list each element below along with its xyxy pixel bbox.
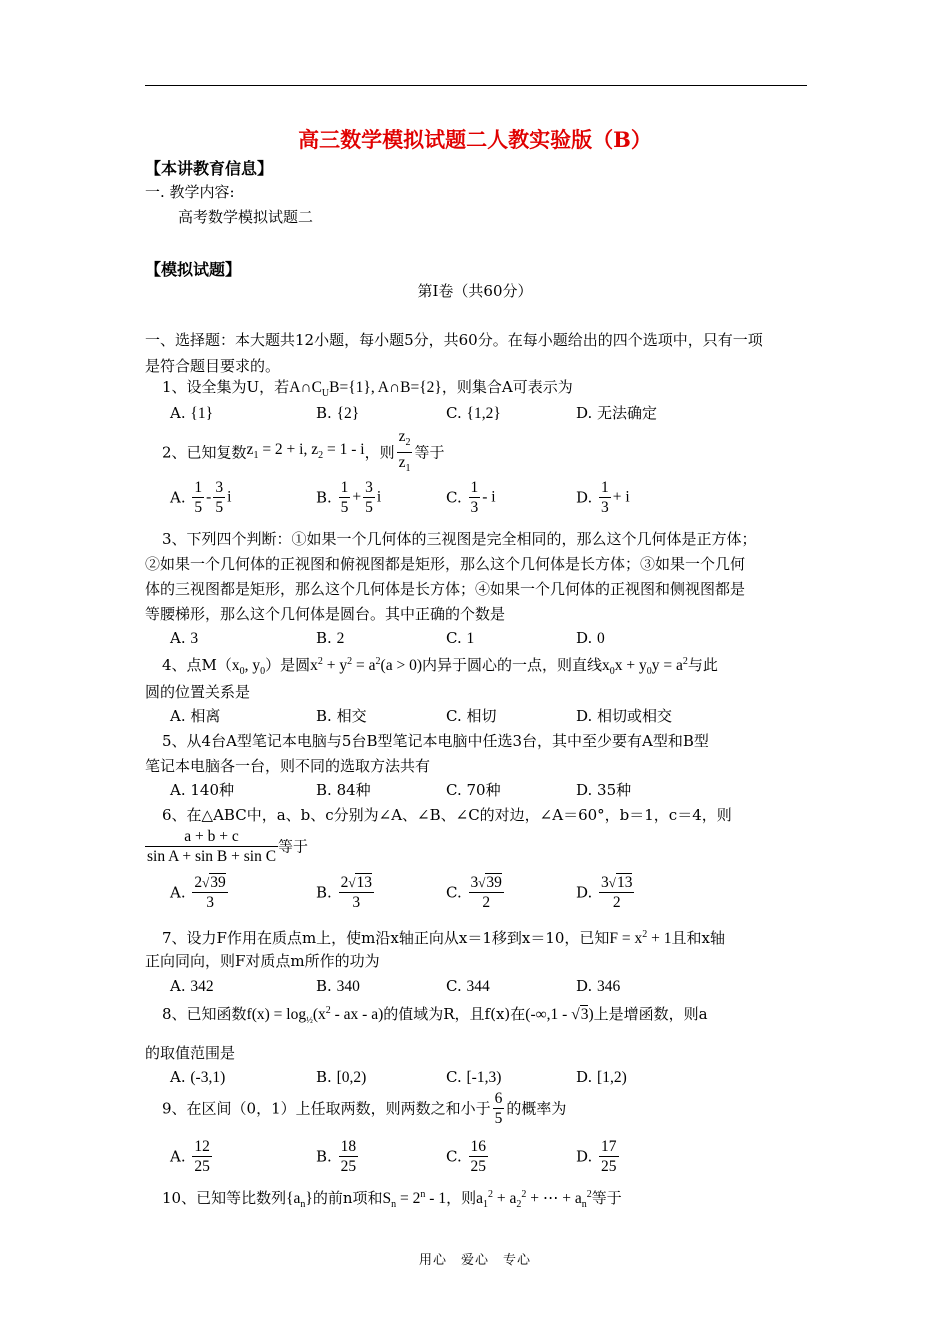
q3-option-b: B. 2 bbox=[316, 629, 345, 647]
volume-heading: 第Ⅰ卷（共60分） bbox=[417, 282, 533, 300]
instructions-line-1: 一、选择题：本大题共12小题，每小题5分，共60分。在每小题给出的四个选项中，只有一项 bbox=[145, 331, 763, 349]
q7-option-c: C. 344 bbox=[446, 977, 490, 995]
z2-over-z1-fraction: $\frac{z_2}{z_1}$ bbox=[398, 428, 411, 475]
q8-option-d: D. [1,2) bbox=[576, 1068, 627, 1086]
question-6-line-1: 6、在△ABC中，a、b、c分别为∠A、∠B、∠C的对边，∠A＝60°，b＝1，c＝4，则 bbox=[162, 806, 732, 824]
q7-option-b: B. 340 bbox=[316, 977, 360, 995]
q4-option-b: B. 相交 bbox=[316, 707, 367, 725]
question-1-formula: $A\cap C_UB=\{1\}$, A∩B={2} bbox=[289, 379, 442, 400]
question-1: 1、设全集为U，若$A\cap C_UB=\{1\}$, A∩B={2}，则集合A可表示为 bbox=[162, 378, 573, 400]
q7-option-a: A. 342 bbox=[170, 977, 214, 995]
q8-option-b: B. [0,2) bbox=[316, 1068, 367, 1086]
six-fifths-fraction: $\frac{6}{5}$ bbox=[494, 1090, 503, 1127]
sum-over-sines-fraction: $\frac{a + b + c}{\text{sin A + sin B + sin C}}$ bbox=[147, 828, 277, 865]
page-footer: 用心 爱心 专心 bbox=[418, 1253, 531, 1268]
section-label: 一. 教学内容: bbox=[145, 183, 235, 201]
q7-option-d: D. 346 bbox=[576, 977, 621, 995]
q9-option-a: A. $\frac{12}{25}$ bbox=[170, 1138, 210, 1175]
q6-option-d: D. $\frac{3√13}{2}$ bbox=[576, 874, 633, 911]
q5-option-d: D. 35种 bbox=[576, 781, 632, 799]
instructions-line-2: 是符合题目要求的。 bbox=[145, 357, 281, 375]
q3-option-d: D. 0 bbox=[576, 629, 605, 647]
q5-option-b: B. 84种 bbox=[316, 781, 371, 799]
question-7: 7、设力F作用在质点m上，使m沿x轴正向从x＝1移到x＝10，已知$F = x^2 + 1$且和x轴 bbox=[162, 929, 726, 948]
question-4-line-2: 圆的位置关系是 bbox=[145, 683, 251, 701]
page-title: 高三数学模拟试题二人教实验版（B） bbox=[298, 127, 652, 152]
q8-option-a: A. (-3,1) bbox=[170, 1068, 226, 1086]
q2-option-b: B. $\frac{1}{5}$ + $\frac{3}{5}$ i bbox=[316, 479, 382, 516]
q9-option-d: D. $\frac{17}{25}$ bbox=[576, 1138, 617, 1175]
q3-option-c: C. 1 bbox=[446, 629, 475, 647]
q1-option-b: B. {2} bbox=[316, 404, 360, 422]
question-3-line-4: 等腰梯形，那么这个几何体是圆台。其中正确的个数是 bbox=[145, 605, 506, 623]
q6-option-c: C. $\frac{3√39}{2}$ bbox=[446, 874, 502, 911]
q3-option-a: A. 3 bbox=[170, 629, 199, 647]
question-3-line-1: 3、下列四个判断：①如果一个几何体的三视图是完全相同的，那么这个几何体是正方体； bbox=[162, 530, 757, 548]
q5-option-c: C. 70种 bbox=[446, 781, 501, 799]
q4-option-a: A. 相离 bbox=[170, 707, 221, 725]
info-header: 【本讲教育信息】 bbox=[145, 159, 274, 178]
question-3-line-3: 体的三视图都是矩形，那么这个几何体是长方体；④如果一个几何体的正视图和侧视图都是 bbox=[145, 580, 746, 598]
question-6-fraction-line: $\frac{a + b + c}{\text{sin A + sin B + sin C}}$ 等于 bbox=[147, 828, 309, 865]
q1-option-d: D. 无法确定 bbox=[576, 404, 658, 422]
q4-option-c: C. 相切 bbox=[446, 707, 497, 725]
q2-option-d: D. $\frac{1}{3}$ + i bbox=[576, 479, 630, 516]
question-3-line-2: ②如果一个几何体的正视图和俯视图都是矩形，那么这个几何体是长方体；③如果一个几何 bbox=[145, 555, 746, 573]
question-5-line-2: 笔记本电脑各一台，则不同的选取方法共有 bbox=[145, 757, 431, 775]
q6-option-a: A. $\frac{2√39}{3}$ bbox=[170, 874, 226, 911]
question-9: 9、在区间（0，1）上任取两数，则两数之和小于 $\frac{6}{5}$ 的概率为 bbox=[162, 1090, 567, 1127]
question-8: 8、已知函数$f(x) = \log_{\frac{1}{2}}(x^2$ - ax - a)的值域为R，且f(x)在(-∞,1 - √3)上是增函数，则a bbox=[162, 1005, 708, 1026]
q9-option-c: C. $\frac{16}{25}$ bbox=[446, 1138, 486, 1175]
question-8-line-2: 的取值范围是 bbox=[145, 1044, 236, 1062]
q5-option-a: A. 140种 bbox=[170, 781, 235, 799]
q4-option-d: D. 相切或相交 bbox=[576, 707, 673, 725]
simulation-header: 【模拟试题】 bbox=[145, 260, 242, 279]
question-5-line-1: 5、从4台A型笔记本电脑与5台B型笔记本电脑中任选3台，其中至少要有A型和B型 bbox=[162, 732, 709, 750]
section-content: 高考数学模拟试题二 bbox=[178, 208, 314, 226]
question-4: 4、点$M(x_0$, $y_0$）是圆$x^2 + y^2 = a^2(a > 0)$内异于圆心的一点，则直线$x_0x + y_0y = a^2$与此 bbox=[162, 656, 718, 678]
question-7-line-2: 正向同向，则F对质点m所作的功为 bbox=[145, 952, 380, 970]
q1-option-c: C. {1,2} bbox=[446, 404, 501, 422]
q2-option-c: C. $\frac{1}{3}$ - i bbox=[446, 479, 496, 516]
top-rule bbox=[145, 85, 807, 86]
question-2: 2、已知复数$z_1 = 2 + i$, $z_2 = 1 - i$，则 $\frac{z_2}{z_1}$ 等于 bbox=[162, 427, 445, 478]
q1-option-a: A. {1} bbox=[170, 404, 214, 422]
q6-option-b: B. $\frac{2√13}{3}$ bbox=[316, 874, 372, 911]
q2-option-a: A. $\frac{1}{5}$ - $\frac{3}{5}$ i bbox=[170, 479, 232, 516]
q8-option-c: C. [-1,3) bbox=[446, 1068, 502, 1086]
question-10: 10、已知等比数列$\{a_n\}$的前n项和$S_n = 2^n - 1$，则$a_1^2 + a_2^2$ + ⋯ + $a_n^2$等于 bbox=[162, 1189, 622, 1211]
q9-option-b: B. $\frac{18}{25}$ bbox=[316, 1138, 357, 1175]
